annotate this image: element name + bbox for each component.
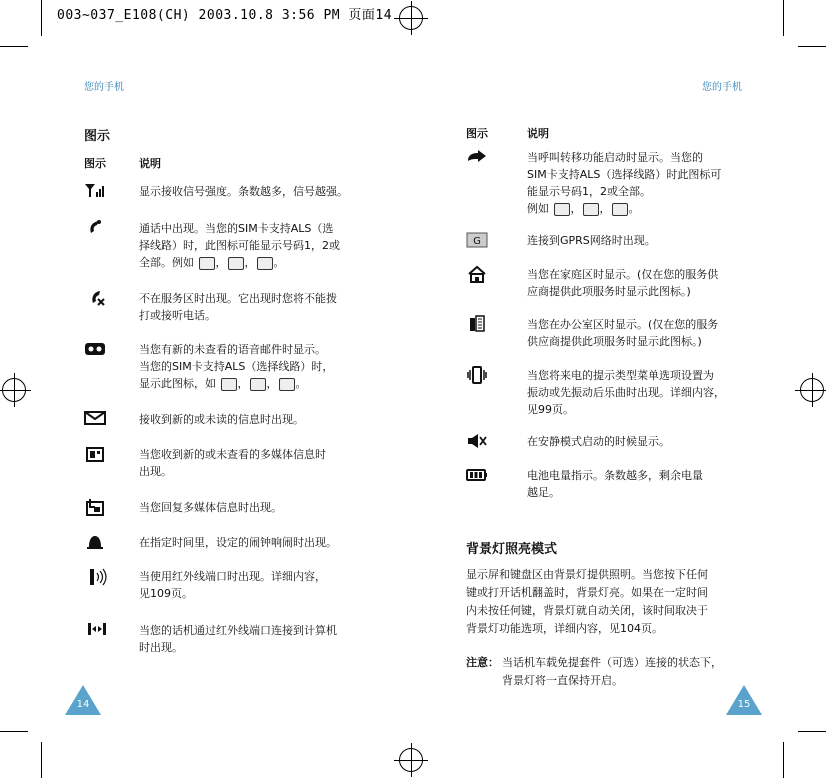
office-zone-icon — [466, 315, 488, 333]
svg-text:G: G — [473, 236, 481, 247]
registration-mark-icon — [800, 378, 824, 402]
row-description: 在指定时间里，设定的闹钟响闹时出现。 — [139, 536, 337, 549]
crop-mark — [41, 742, 42, 778]
registration-mark-icon — [399, 6, 423, 30]
infrared-pc-icon — [86, 620, 108, 638]
row-description: 当使用红外线端口时出现。详细内容， 见109页。 — [139, 570, 326, 600]
column-header-description: 说明 — [527, 127, 549, 140]
backlight-section-title: 背景灯照亮模式 — [466, 542, 558, 557]
mms-icon — [84, 445, 106, 463]
row-description: 连接到GPRS网络时出现。 — [527, 234, 656, 247]
note-text: 当话机车载免提套件（可选）连接的状态下， 背景灯将一直保持开启。 — [502, 656, 722, 687]
call-line1-icon — [199, 257, 215, 270]
gprs-icon — [466, 231, 488, 249]
crop-mark — [41, 0, 42, 36]
row-description: 不在服务区时出现。它出现时您将不能拨 打或接听电话。 — [139, 292, 337, 322]
battery-icon — [466, 466, 488, 484]
home-zone-icon — [466, 265, 488, 283]
infrared-icon — [86, 568, 108, 586]
alarm-bell-icon — [84, 533, 106, 551]
row-description: 当您有新的未查看的语音邮件时显示。 当您的SIM卡支持ALS（选择线路）时， 显示此图标，如 ， ， 。 — [139, 343, 334, 390]
column-header-icon: 图示 — [466, 127, 488, 140]
mms-reply-icon — [84, 498, 106, 516]
voicemail-line12-icon — [279, 378, 295, 391]
voicemail-icon — [84, 340, 106, 358]
crop-mark — [783, 0, 784, 36]
row-description: 当您收到新的或未查看的多媒体信息时 出现。 — [139, 448, 326, 478]
running-head-right: 您的手机 — [702, 82, 742, 93]
call-active-icon — [84, 219, 106, 237]
forward-line1-icon — [554, 203, 570, 216]
row-description: 当您回复多媒体信息时出现。 — [139, 501, 282, 514]
message-envelope-icon — [84, 409, 106, 427]
column-header-description: 说明 — [139, 157, 161, 170]
print-header: 003~037_E108(CH) 2003.10.8 3:56 PM 页面14 — [57, 8, 393, 23]
row-description: 显示接收信号强度。条数越多，信号越强。 — [139, 185, 348, 198]
call-line12-icon — [257, 257, 273, 270]
running-head-left: 您的手机 — [84, 82, 124, 93]
row-description: 通话中出现。当您的SIM卡支持ALS（选 择线路）时，此图标可能显示号码1，2或 全部。例如 ， ， 。 — [139, 222, 340, 269]
registration-mark-icon — [2, 378, 26, 402]
page-number: 15 — [737, 699, 751, 710]
voicemail-line1-icon — [221, 378, 237, 391]
section-title: 图示 — [84, 129, 111, 144]
crop-mark — [783, 742, 784, 778]
registration-mark-icon — [399, 748, 423, 772]
backlight-paragraph: 显示屏和键盘区由背景灯提供照明。当您按下任何 键或打开话机翻盖时，背景灯亮。如果在一定时间 内未按任何键，背景灯就自动关闭，该时间取决于 背景灯功能选项，详细内容，见104页。 — [466, 568, 708, 635]
column-header-icon: 图示 — [84, 157, 106, 170]
crop-mark — [0, 731, 28, 732]
signal-strength-icon — [84, 181, 106, 199]
row-description: 在安静模式启动的时候显示。 — [527, 435, 670, 448]
vibrate-icon — [466, 366, 488, 384]
row-description: 当呼叫转移功能启动时显示。当您的 SIM卡支持ALS（选择线路）时此图标可 能显示号码1，2或全部。 例如 ， ， 。 — [527, 151, 722, 215]
row-description: 当您在办公室区时显示。(仅在您的服务 供应商提供此项服务时显示此图标。) — [527, 318, 719, 348]
no-service-icon — [86, 289, 108, 307]
row-description: 当您在家庭区时显示。(仅在您的服务供 应商提供此项服务时显示此图标。) — [527, 268, 719, 298]
crop-mark — [0, 46, 28, 47]
page-number: 14 — [76, 699, 90, 710]
voicemail-line2-icon — [250, 378, 266, 391]
row-description: 当您将来电的提示类型菜单选项设置为 振动或先振动后乐曲时出现。详细内容， 见99页。 — [527, 369, 725, 416]
row-description: 电池电量指示。条数越多，剩余电量 越足。 — [527, 469, 703, 499]
call-line2-icon — [228, 257, 244, 270]
note-label: 注意： — [466, 656, 499, 669]
forward-line12-icon — [612, 203, 628, 216]
row-description: 接收到新的或未读的信息时出现。 — [139, 413, 304, 426]
forward-line2-icon — [583, 203, 599, 216]
call-forward-icon — [466, 148, 488, 166]
silent-mode-icon — [466, 432, 488, 450]
crop-mark — [798, 46, 826, 47]
crop-mark — [798, 731, 826, 732]
row-description: 当您的话机通过红外线端口连接到计算机 时出现。 — [139, 624, 337, 654]
